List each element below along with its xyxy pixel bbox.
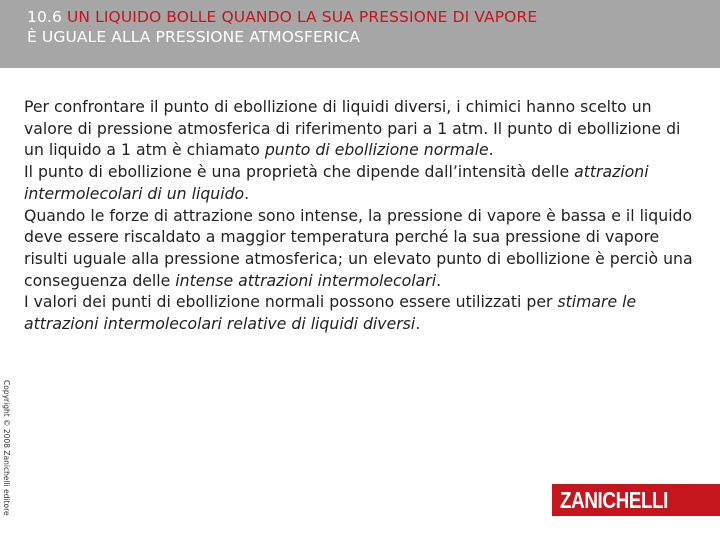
copyright-notice xyxy=(0,380,12,516)
paragraph-1 xyxy=(24,96,704,161)
paragraph-4-text: I valori dei punti di ebollizione normali possono essere utilizzati per xyxy=(24,292,558,312)
paragraph-3-end: . xyxy=(436,270,442,290)
paragraph-3 xyxy=(24,205,704,292)
paragraph-2-end: . xyxy=(244,183,250,203)
paragraph-2-text: Il punto di ebollizione è una proprietà che dipende dall’intensità delle xyxy=(24,162,575,182)
paragraph-1-emphasis: punto di ebollizione normale xyxy=(264,140,489,160)
title-line-1: UN LIQUIDO BOLLE QUANDO LA SUA PRESSIONE DI VAPORE xyxy=(66,8,538,26)
paragraph-3-text: Quando le forze di attrazione sono intense, la pressione di vapore è bassa e il liquido deve essere riscaldato a maggior temperatura perché la sua pressione di vapore risulti uguale alla pressione atmosferica; un elevato punto di ebollizione è perciò una conseguenza delle xyxy=(24,205,693,290)
publisher-logo xyxy=(552,484,720,516)
copyright-text: Copyright © 2008 Zanichelli editore xyxy=(2,380,11,516)
logo-text: ZANICHELLI xyxy=(560,487,669,513)
paragraph-1-text: Per confrontare il punto di ebollizione di liquidi diversi, i chimici hanno scelto un valore di pressione atmosferica di riferimento pari a 1 atm. Il punto di ebollizione di un liquido a 1 atm è chiamato xyxy=(24,97,681,160)
paragraph-3-emphasis: intense attrazioni intermolecolari xyxy=(175,270,437,290)
paragraph-2 xyxy=(24,161,704,204)
body-text xyxy=(24,96,704,335)
paragraph-2-emphasis: attrazioni intermolecolari di un liquido xyxy=(24,162,649,203)
section-number: 10.6 xyxy=(27,8,62,26)
paragraph-4-emphasis: stimare le attrazioni intermolecolari relative di liquidi diversi xyxy=(24,292,637,334)
paragraph-4-end: . xyxy=(415,314,421,334)
slide-title xyxy=(27,7,707,47)
paragraph-1-end: . xyxy=(488,140,494,160)
paragraph-4 xyxy=(24,291,704,334)
title-line-2: È UGUALE ALLA PRESSIONE ATMOSFERICA xyxy=(27,28,361,46)
header-bar xyxy=(0,0,720,68)
